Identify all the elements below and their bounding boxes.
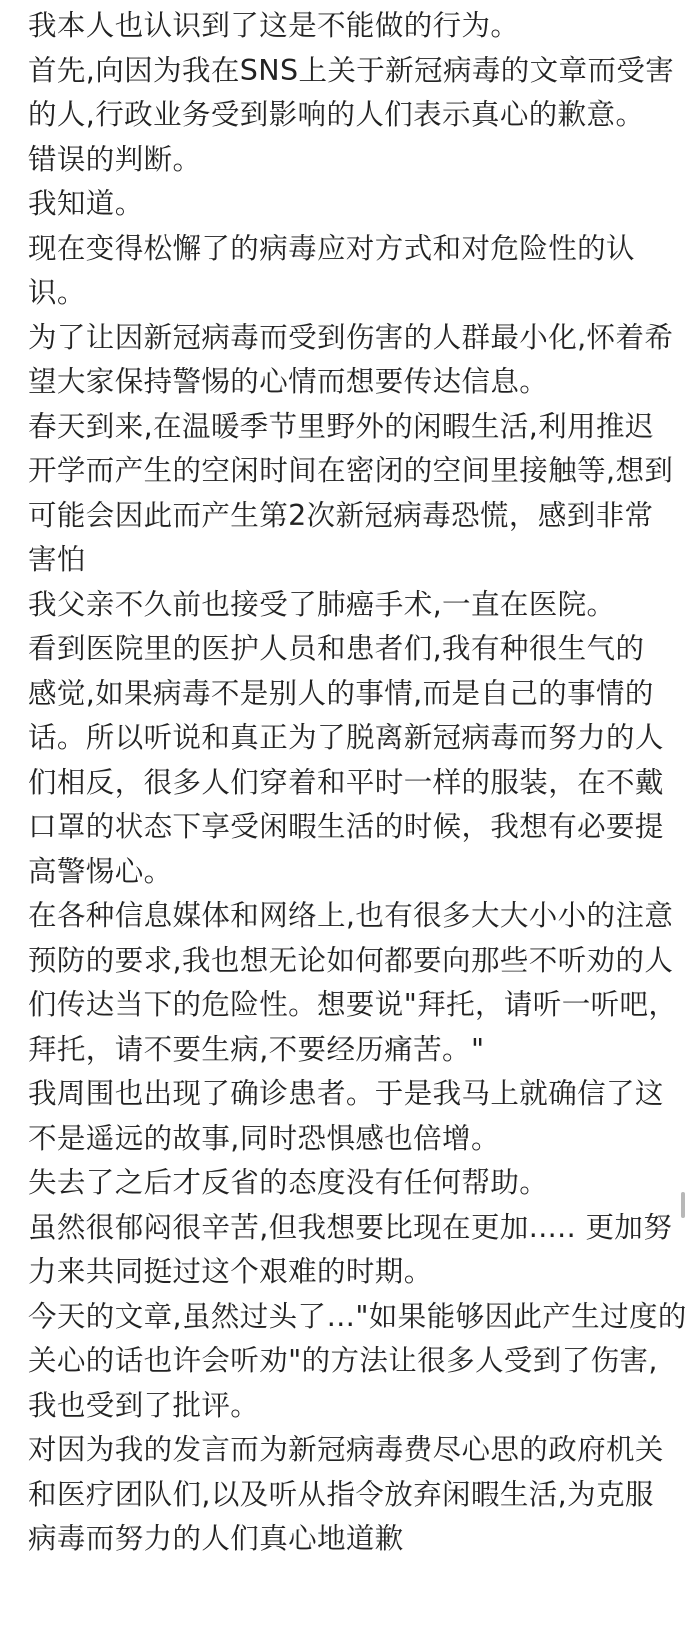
text-line: 对因为我的发言而为新冠病毒费尽心思的政府机关 xyxy=(28,1433,664,1466)
text-line: 们相反，很多人们穿着和平时一样的服装，在不戴 xyxy=(28,765,664,799)
text-line: 我知道。 xyxy=(28,187,144,220)
text-line: 我周围也出现了确诊患者。于是我马上就确信了这 xyxy=(28,1077,664,1110)
text-line: 开学而产生的空闲时间在密闭的空间里接触等,想到 xyxy=(28,454,674,487)
text-line: 不是遥远的故事,同时恐惧感也倍增。 xyxy=(28,1121,500,1155)
text-line: 春天到来,在温暖季节里野外的闲暇生活,利用推迟 xyxy=(28,409,654,443)
article-body xyxy=(28,4,687,1562)
text-line: 在各种信息媒体和网络上,也有很多大大小小的注意 xyxy=(28,899,674,932)
text-line: 口罩的状态下享受闲暇生活的时候，我想有必要提 xyxy=(28,810,664,843)
text-line: 我本人也认识到了这是不能做的行为。 xyxy=(28,9,520,42)
text-line: 识。 xyxy=(28,276,86,309)
text-line: 预防的要求,我也想无论如何都要向那些不听劝的人 xyxy=(28,943,674,977)
text-line: 感觉,如果病毒不是别人的事情,而是自己的事情的 xyxy=(28,676,654,710)
text-line: 我父亲不久前也接受了肺癌手术,一直在医院。 xyxy=(28,587,616,621)
text-line: 首先,向因为我在SNS上关于新冠病毒的文章而受害 xyxy=(28,53,675,87)
text-line: 望大家保持警惕的心情而想要传达信息。 xyxy=(28,365,549,398)
text-line: 话。所以听说和真正为了脱离新冠病毒而努力的人 xyxy=(28,721,664,754)
text-line: 为了让因新冠病毒而受到伤害的人群最小化,怀着希 xyxy=(28,320,674,354)
text-line: 今天的文章,虽然过头了…"如果能够因此产生过度的 xyxy=(28,1299,687,1333)
text-line: 和医疗团队们,以及听从指令放弃闲暇生活,为克服 xyxy=(28,1477,654,1511)
text-line: 错误的判断。 xyxy=(28,142,202,176)
text-line: 我也受到了批评。 xyxy=(28,1388,260,1422)
text-line: 们传达当下的危险性。想要说"拜托，请听一听吧， xyxy=(28,988,678,1021)
text-line: 病毒而努力的人们真心地道歉 xyxy=(28,1522,404,1555)
text-line: 力来共同挺过这个艰难的时期。 xyxy=(28,1255,433,1288)
text-line: 虽然很郁闷很辛苦,但我想要比现在更加..... 更加努 xyxy=(28,1210,673,1244)
text-line: 看到医院里的医护人员和患者们,我有种很生气的 xyxy=(28,632,645,665)
text-line: 高警惕心。 xyxy=(28,854,173,888)
text-line: 现在变得松懈了的病毒应对方式和对危险性的认 xyxy=(28,231,635,265)
text-line: 关心的话也许会听劝"的方法让很多人受到了伤害, xyxy=(28,1344,658,1377)
text-line: 害怕 xyxy=(28,543,86,576)
text-line: 失去了之后才反省的态度没有任何帮助。 xyxy=(28,1166,549,1199)
text-line: 的人,行政业务受到影响的人们表示真心的歉意。 xyxy=(28,98,645,131)
scrollbar-thumb[interactable] xyxy=(681,1192,685,1218)
text-line: 拜托，请不要生病,不要经历痛苦。" xyxy=(28,1032,485,1066)
text-line: 可能会因此而产生第2次新冠病毒恐慌，感到非常 xyxy=(28,498,654,532)
